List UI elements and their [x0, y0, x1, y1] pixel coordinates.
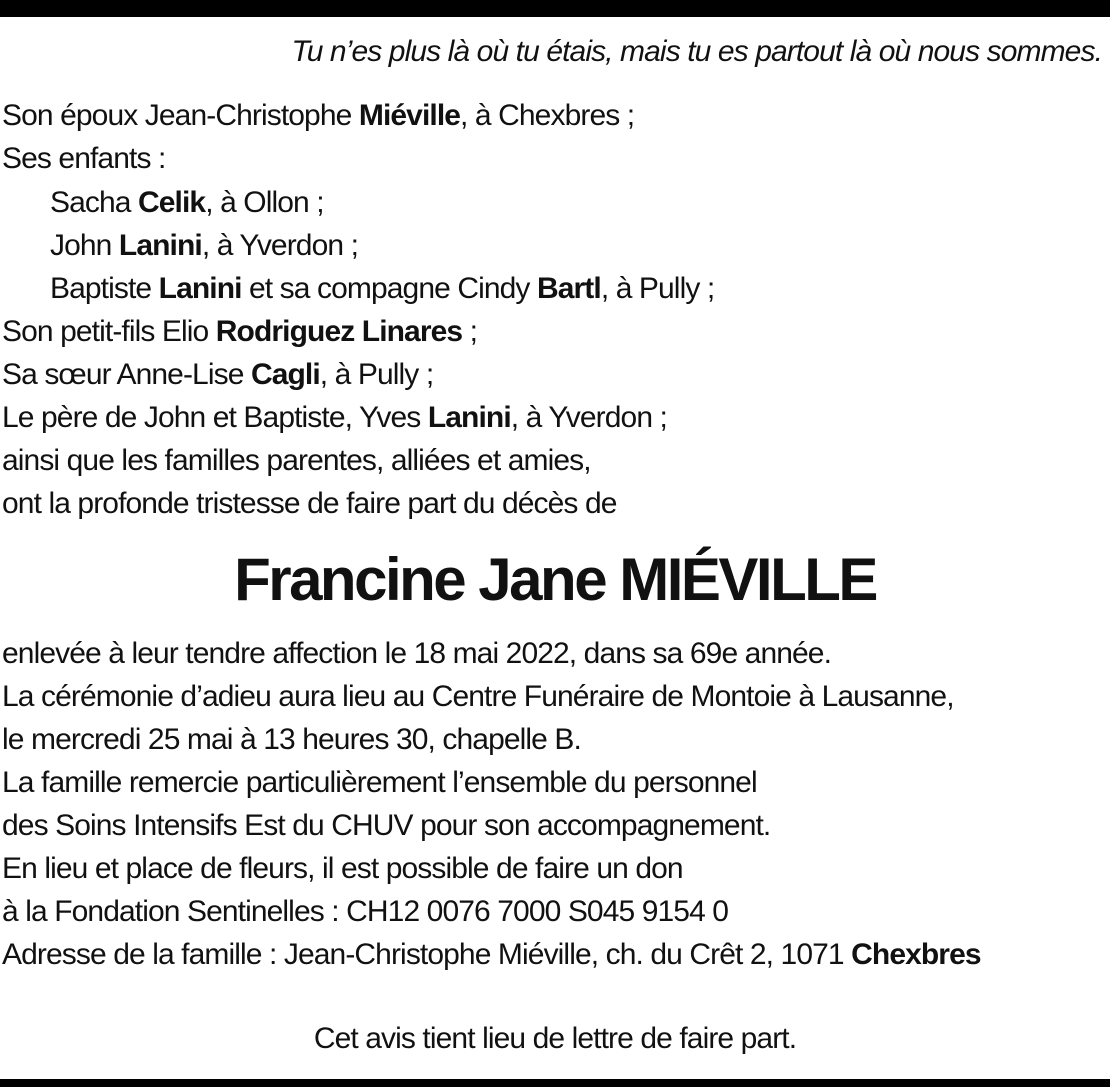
detail-line-donation-account: à la Fondation Sentinelles : CH12 0076 7000 S045 9154 0 [2, 895, 729, 928]
family-line-spouse: Son époux Jean-Christophe Miéville, à Chexbres ; [2, 99, 635, 132]
detail-line-ceremony-time: le mercredi 25 mai à 13 heures 30, chapelle B. [2, 723, 581, 756]
deceased-name: Francine Jane MIÉVILLE [234, 546, 876, 613]
family-line-child-baptiste: Baptiste Lanini et sa compagne Cindy Bartl, à Pully ; [50, 272, 715, 305]
family-line-relatives: ainsi que les familles parentes, alliées et amies, [2, 444, 591, 477]
detail-line-date: enlevée à leur tendre affection le 18 mai 2022, dans sa 69e année. [2, 637, 832, 670]
family-line-child-john: John Lanini, à Yverdon ; [50, 229, 359, 262]
detail-line-donation: En lieu et place de fleurs, il est possible de faire un don [2, 852, 683, 885]
family-line-grandson: Son petit-fils Elio Rodriguez Linares ; [2, 315, 478, 348]
family-line-sister: Sa sœur Anne-Lise Cagli, à Pully ; [2, 358, 434, 391]
family-line-children-heading: Ses enfants : [2, 142, 166, 175]
bottom-rule [0, 1079, 1110, 1087]
detail-line-thanks: La famille remercie particulièrement l’ensemble du personnel [2, 766, 757, 799]
family-line-announcement: ont la profonde tristesse de faire part du décès de [2, 487, 617, 520]
epigraph: Tu n’es plus là où tu étais, mais tu es partout là où nous sommes. [291, 35, 1102, 68]
detail-line-ceremony: La cérémonie d’adieu aura lieu au Centre Funéraire de Montoie à Lausanne, [2, 680, 954, 713]
top-rule [0, 0, 1110, 17]
family-address: Adresse de la famille : Jean-Christophe Miéville, ch. du Crêt 2, 1071 Chexbres [2, 938, 981, 971]
detail-line-thanks-cont: des Soins Intensifs Est du CHUV pour son accompagnement. [2, 809, 771, 842]
closing-note: Cet avis tient lieu de lettre de faire part. [313, 1022, 797, 1055]
family-line-father: Le père de John et Baptiste, Yves Lanini, à Yverdon ; [2, 401, 667, 434]
family-line-child-sacha: Sacha Celik, à Ollon ; [50, 186, 324, 219]
